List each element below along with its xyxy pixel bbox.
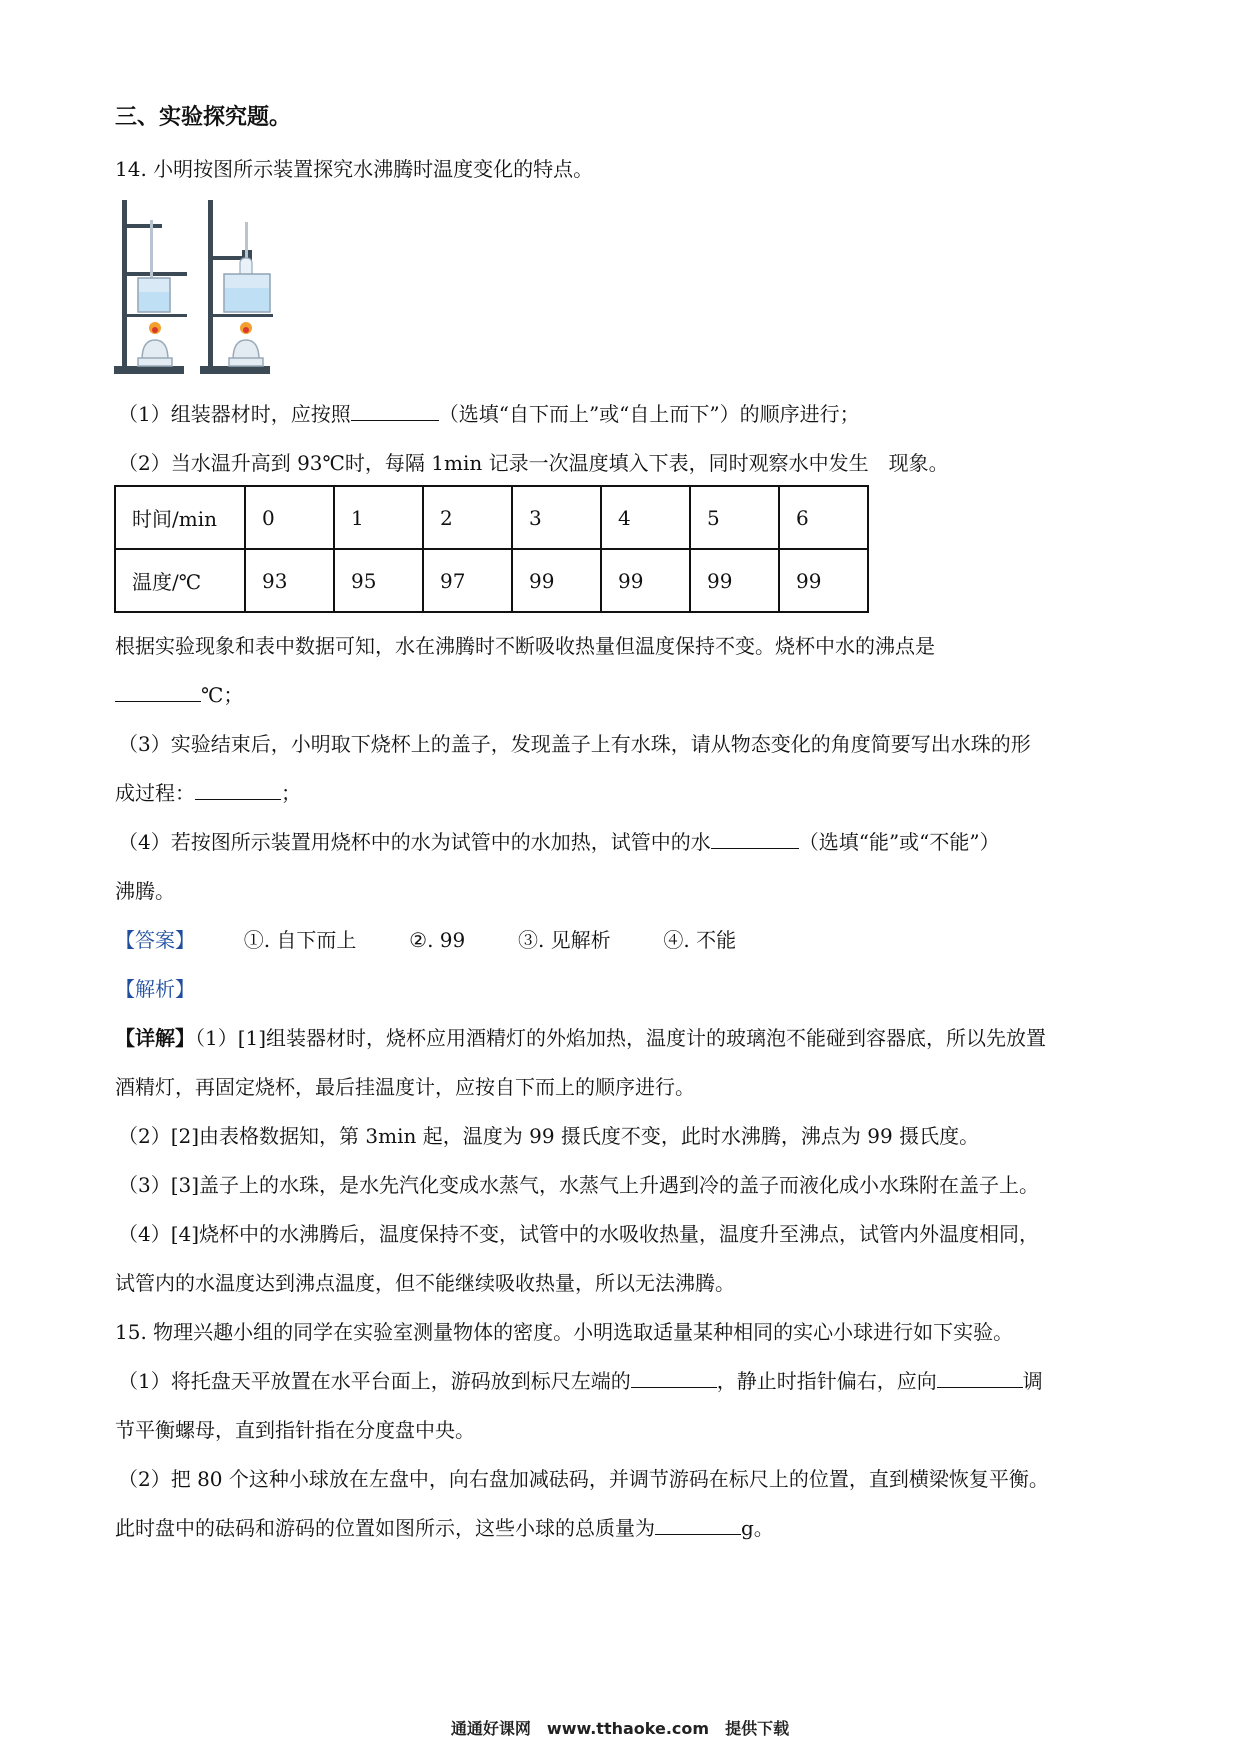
table-row bbox=[115, 549, 868, 612]
table-cell: 97 bbox=[423, 549, 512, 612]
q14-part4-text-b: （选填“能”或“不能”） bbox=[798, 830, 1000, 854]
table-header-cell: 温度/℃ bbox=[115, 549, 245, 612]
table-cell: 99 bbox=[690, 549, 779, 612]
q14-part2: （2）当水温升高到 93℃时，每隔 1min 记录一次温度填入下表，同时观察水中发生 现象。 bbox=[118, 451, 949, 475]
answer-line bbox=[115, 926, 736, 954]
detail-line-4: （3）[3]盖子上的水珠，是水先汽化变成水蒸气，水蒸气上升遇到冷的盖子而液化成小水珠附在盖子上。 bbox=[118, 1173, 1040, 1197]
detail-label: 【详解】 bbox=[115, 1026, 195, 1050]
q15-part2-text-b: 此时盘中的砝码和游码的位置如图所示，这些小球的总质量为 bbox=[115, 1516, 655, 1540]
test-tube-stand-figure bbox=[200, 200, 273, 374]
unit-text: ℃； bbox=[201, 683, 244, 707]
q14-part1-text-b: （选填“自下而上”或“自上而下”）的顺序进行； bbox=[438, 402, 860, 426]
page-footer: 通通好课网 www.tthaoke.com 提供下载 bbox=[450, 1719, 790, 1738]
answer-blank[interactable] bbox=[655, 1516, 741, 1535]
q15-part1-line1 bbox=[118, 1367, 1043, 1395]
table-cell: 3 bbox=[512, 486, 601, 549]
q15-part2-line1: （2）把 80 个这种小球放在左盘中，向右盘加减砝码，并调节游码在标尺上的位置，直到横梁恢复平衡。 bbox=[118, 1467, 1049, 1491]
table-cell: 99 bbox=[779, 549, 868, 612]
question-14-stem: 14. 小明按图所示装置探究水沸腾时温度变化的特点。 bbox=[115, 157, 594, 181]
q14-part3-text-c: ； bbox=[281, 781, 301, 805]
table-cell: 6 bbox=[779, 486, 868, 549]
analysis-label: 【解析】 bbox=[115, 977, 195, 1001]
detail-text: （1）[1]组装器材时，烧杯应用酒精灯的外焰加热，温度计的玻璃泡不能碰到容器底，所以先放置 bbox=[195, 1026, 1047, 1050]
detail-line-6: 试管内的水温度达到沸点温度，但不能继续吸收热量，所以无法沸腾。 bbox=[115, 1271, 735, 1295]
beaker-stand-figure bbox=[114, 200, 187, 374]
q14-conclusion: 根据实验现象和表中数据可知，水在沸腾时不断吸收热量但温度保持不变。烧杯中水的沸点是 bbox=[115, 634, 935, 658]
q15-part1-text-c: 调 bbox=[1022, 1369, 1043, 1393]
question-15-stem: 15. 物理兴趣小组的同学在实验室测量物体的密度。小明选取适量某种相同的实心小球进行如下实验。 bbox=[115, 1320, 1014, 1344]
answer-blank[interactable] bbox=[937, 1369, 1023, 1388]
q15-part2-text-c: g。 bbox=[741, 1516, 774, 1540]
q14-part4-line2: 沸腾。 bbox=[115, 879, 175, 903]
temperature-table bbox=[114, 485, 869, 613]
table-cell: 93 bbox=[245, 549, 334, 612]
answer-blank[interactable] bbox=[711, 830, 799, 849]
answer-blank[interactable] bbox=[631, 1369, 717, 1388]
table-cell: 99 bbox=[601, 549, 690, 612]
answer-blank[interactable] bbox=[351, 402, 439, 421]
q15-part1-text-b: ，静止时指针偏右，应向 bbox=[716, 1369, 937, 1393]
answer-2: ②. 99 bbox=[409, 928, 466, 952]
table-cell: 1 bbox=[334, 486, 423, 549]
q14-part3-text-b: 成过程： bbox=[115, 781, 195, 805]
q15-part1-text-a: （1）将托盘天平放置在水平台面上，游码放到标尺左端的 bbox=[118, 1369, 631, 1393]
q14-part1-text-a: （1）组装器材时，应按照 bbox=[118, 402, 351, 426]
detail-line-5: （4）[4]烧杯中的水沸腾后，温度保持不变，试管中的水吸收热量，温度升至沸点，试管内外温度相同， bbox=[118, 1222, 1040, 1246]
section-title: 三、实验探究题。 bbox=[115, 105, 292, 130]
table-row bbox=[115, 486, 868, 549]
q15-part1-line2: 节平衡螺母，直到指针指在分度盘中央。 bbox=[115, 1418, 475, 1442]
q14-boiling-point bbox=[115, 681, 243, 709]
q14-part4-line1 bbox=[118, 828, 1000, 856]
q14-part4-text-a: （4）若按图所示装置用烧杯中的水为试管中的水加热，试管中的水 bbox=[118, 830, 711, 854]
table-cell: 95 bbox=[334, 549, 423, 612]
answer-blank[interactable] bbox=[115, 683, 201, 702]
answer-3: ③. 见解析 bbox=[517, 928, 611, 952]
table-cell: 5 bbox=[690, 486, 779, 549]
table-cell: 2 bbox=[423, 486, 512, 549]
q14-part3-line1: （3）实验结束后，小明取下烧杯上的盖子，发现盖子上有水珠，请从物态变化的角度简要写出水珠的形 bbox=[118, 732, 1031, 756]
table-header-cell: 时间/min bbox=[115, 486, 245, 549]
answer-blank[interactable] bbox=[195, 781, 281, 800]
answer-4: ④. 不能 bbox=[663, 928, 737, 952]
q14-part1 bbox=[118, 400, 860, 428]
q15-part2-line2 bbox=[115, 1514, 774, 1542]
table-cell: 99 bbox=[512, 549, 601, 612]
detail-line-2: 酒精灯，再固定烧杯，最后挂温度计，应按自下而上的顺序进行。 bbox=[115, 1075, 695, 1099]
boiling-apparatus-figure bbox=[112, 200, 292, 380]
answer-label: 【答案】 bbox=[115, 928, 195, 952]
table-cell: 0 bbox=[245, 486, 334, 549]
q14-part3-line2 bbox=[115, 779, 301, 807]
answer-1: ①. 自下而上 bbox=[243, 928, 357, 952]
detail-line-1 bbox=[115, 1024, 1046, 1052]
detail-line-3: （2）[2]由表格数据知，第 3min 起，温度为 99 摄氏度不变，此时水沸腾，沸点为 99 摄氏度。 bbox=[118, 1124, 980, 1148]
table-cell: 4 bbox=[601, 486, 690, 549]
